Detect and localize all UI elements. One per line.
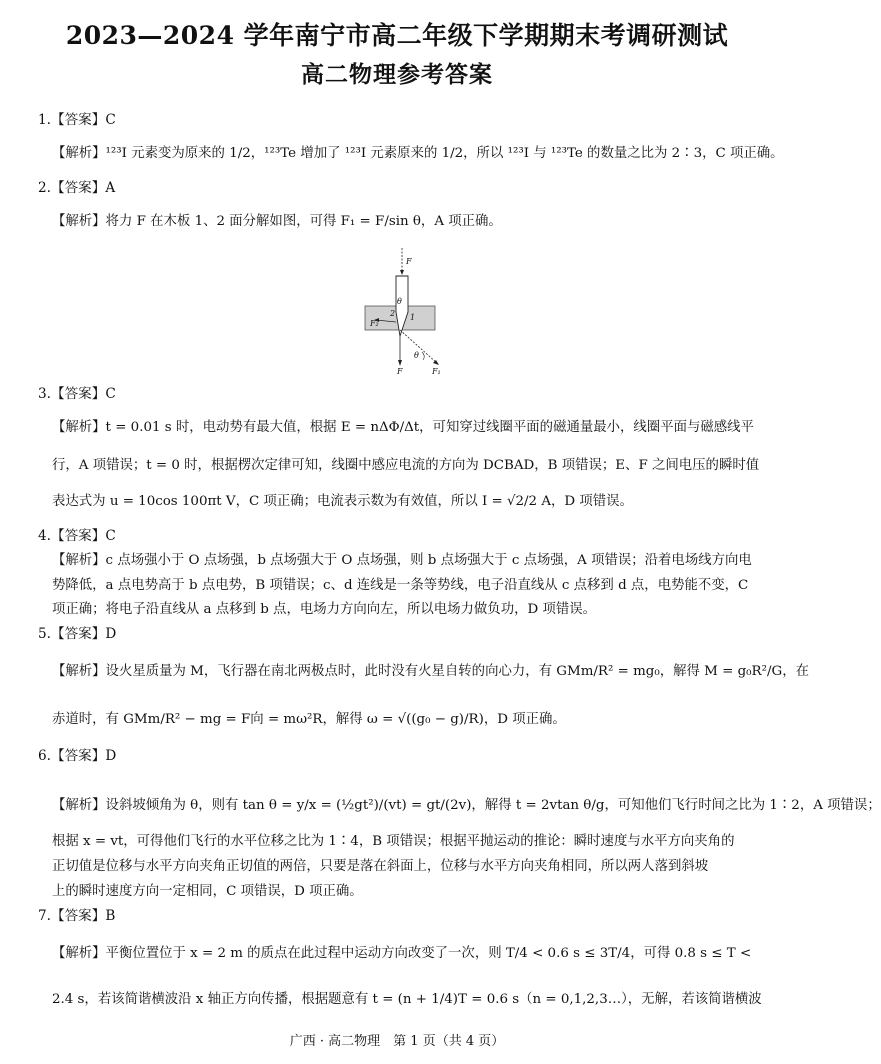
answer-label-6: 6.【答案】D xyxy=(38,748,117,764)
explanation-line-3-3: 表达式为 u = 10cos 100πt V，C 项正确；电流表示数为有效值，所以 I = √2/2 A，D 项错误。 xyxy=(52,494,633,509)
explanation-line-4-3: 项正确；将电子沿直线从 a 点移到 b 点，电场力方向向左，所以电场力做负功，D 项错误。 xyxy=(52,602,597,617)
explanation-line-5-2: 赤道时，有 GMm/R² − mg = F向 = mω²R，解得 ω = √((g₀ − g)/R)，D 项正确。 xyxy=(52,712,566,727)
explanation-line-5-1: 【解析】设火星质量为 M，飞行器在南北两极点时，此时没有火星自转的向心力，有 GMm/R² = mg₀，解得 M = g₀R²/G，在 xyxy=(52,664,809,679)
explanation-line-3-1: 【解析】t = 0.01 s 时，电动势有最大值，根据 E = nΔΦ/Δt，可知穿过线圈平面的磁通量最小，线圈平面与磁感线平 xyxy=(52,420,754,435)
figure-label-F1: F₁ xyxy=(432,367,441,376)
explanation-line-4-1: 【解析】c 点场强小于 O 点场强，b 点场强大于 O 点场强，则 b 点场强大于 c 点场强，A 项错误；沿着电场线方向电 xyxy=(52,553,752,568)
figure-label-F-top: F xyxy=(406,257,412,266)
document-title: 2023—2024 学年南宁市高二年级下学期期末考调研测试 xyxy=(65,21,729,50)
force-decomposition-figure xyxy=(360,240,460,380)
answer-label-1: 1.【答案】C xyxy=(38,112,116,128)
explanation-line-3-2: 行，A 项错误；t = 0 时，根据楞次定律可知，线圈中感应电流的方向为 DCBAD，B 项错误；E、F 之间电压的瞬时值 xyxy=(52,458,760,473)
figure-label-face-2: 2 xyxy=(390,309,396,318)
answer-label-5: 5.【答案】D xyxy=(38,626,117,642)
explanation-line-4-2: 势降低，a 点电势高于 b 点电势，B 项错误；c、d 连线是一条等势线，电子沿直线从 c 点移到 d 点，电势能不变，C xyxy=(52,578,749,593)
answer-label-3: 3.【答案】C xyxy=(38,386,116,402)
figure-label-face-1: 1 xyxy=(410,313,416,322)
figure-label-theta-bottom: θ xyxy=(414,351,419,360)
explanation-line-6-4: 上的瞬时速度方向一定相同，C 项错误，D 项正确。 xyxy=(52,884,363,899)
explanation-line-7-2: 2.4 s，若该简谐横波沿 x 轴正方向传播，根据题意有 t = (n + 1/4)T = 0.6 s（n = 0,1,2,3…），无解，若该简谐横波 xyxy=(52,992,762,1007)
explanation-line-2-1: 【解析】将力 F 在木板 1、2 面分解如图，可得 F₁ = F/sin θ，A 项正确。 xyxy=(52,214,502,229)
answer-label-7: 7.【答案】B xyxy=(38,908,116,924)
explanation-line-1-1: 【解析】¹²³I 元素变为原来的 1/2，¹²³Te 增加了 ¹²³I 元素原来的 1/2，所以 ¹²³I 与 ¹²³Te 的数量之比为 2∶3，C 项正确。 xyxy=(52,146,784,161)
figure-label-theta-top: θ xyxy=(397,297,402,306)
figure-label-F2: F₂ xyxy=(370,319,379,328)
document-subtitle: 高二物理参考答案 xyxy=(301,61,493,88)
figure-label-F-bottom: F xyxy=(397,367,403,376)
explanation-line-6-3: 正切值是位移与水平方向夹角正切值的两倍，只要是落在斜面上，位移与水平方向夹角相同，所以两人落到斜坡 xyxy=(52,859,709,874)
answer-label-4: 4.【答案】C xyxy=(38,528,116,544)
page-footer: 广西 · 高二物理 第 1 页（共 4 页） xyxy=(289,1034,505,1049)
answer-label-2: 2.【答案】A xyxy=(38,180,116,196)
explanation-line-7-1: 【解析】平衡位置位于 x = 2 m 的质点在此过程中运动方向改变了一次，则 T/4 < 0.6 s ≤ 3T/4，可得 0.8 s ≤ T < xyxy=(52,946,752,961)
explanation-line-6-1: 【解析】设斜坡倾角为 θ，则有 tan θ = y/x = (½gt²)/(vt) = gt/(2v)，解得 t = 2vtan θ/g，可知他们飞行时间之比为 1∶2，A 项错误； xyxy=(52,798,881,813)
explanation-line-6-2: 根据 x = vt，可得他们飞行的水平位移之比为 1∶4，B 项错误；根据平抛运动的推论：瞬时速度与水平方向夹角的 xyxy=(52,834,735,849)
